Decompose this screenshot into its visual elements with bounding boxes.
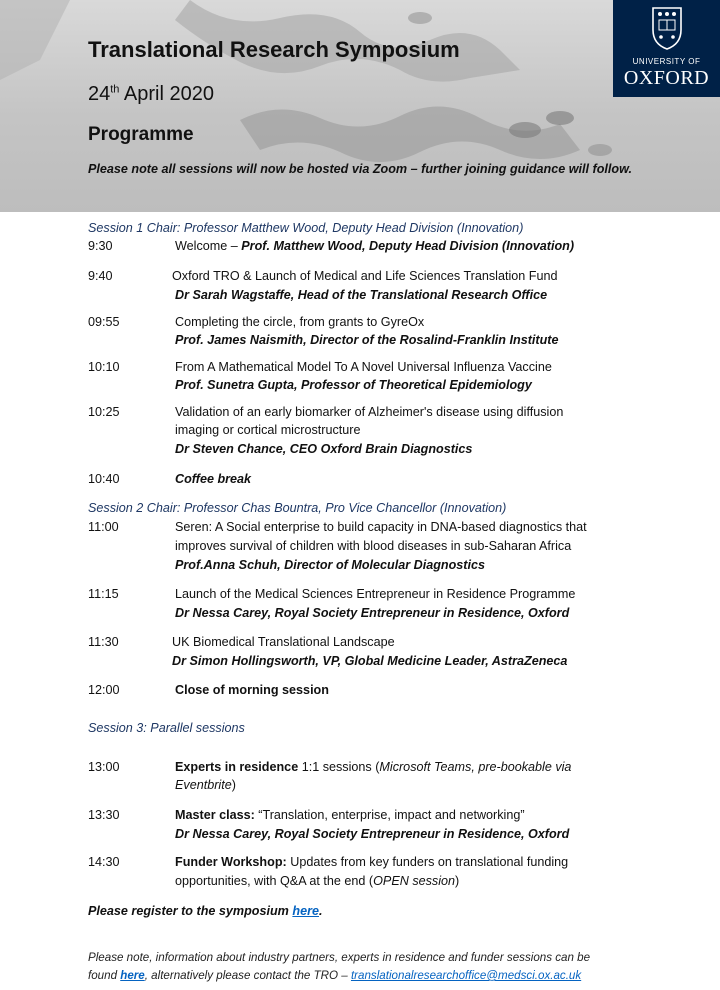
register-line xyxy=(88,902,322,920)
row-time: 14:30 xyxy=(88,855,120,869)
programme-heading: Programme xyxy=(88,124,194,145)
row-time: 09:55 xyxy=(88,315,120,329)
session-3-heading: Session 3: Parallel sessions xyxy=(88,721,245,735)
row-time: 10:25 xyxy=(88,405,120,419)
row-title: Validation of an early biomarker of Alzheimer's disease using diffusion xyxy=(175,405,564,419)
footnote-rest: , alternatively please contact the TRO – xyxy=(144,969,351,982)
row-title-continued: imaging or cortical microstructure xyxy=(175,423,361,437)
row-title-plain: opportunities, with Q&A at the end ( xyxy=(175,874,374,888)
row-time: 9:30 xyxy=(88,239,113,253)
row-title-bold: Master class: xyxy=(175,808,255,822)
row-time: 11:15 xyxy=(88,587,119,601)
row-title xyxy=(175,806,525,824)
session-1-chair: Session 1 Chair: Professor Matthew Wood, Deputy Head Division (Innovation) xyxy=(88,221,524,235)
footnote-here-link[interactable]: here xyxy=(120,969,145,982)
row-title: Close of morning session xyxy=(175,683,329,697)
row-time: 13:30 xyxy=(88,808,120,822)
row-time: 9:40 xyxy=(88,269,113,283)
register-text: Please register to the symposium xyxy=(88,904,293,918)
row-title: Coffee break xyxy=(175,472,252,486)
row-time: 10:10 xyxy=(88,360,120,374)
row-speaker: Prof. James Naismith, Director of the Rosalind-Franklin Institute xyxy=(175,333,559,347)
row-title: Completing the circle, from grants to GyreOx xyxy=(175,315,425,329)
row-title: UK Biomedical Translational Landscape xyxy=(172,635,395,649)
row-title-bold: Experts in residence xyxy=(175,760,299,774)
row-title-italic: Microsoft Teams, pre-bookable via xyxy=(379,760,572,774)
date-rest: April 2020 xyxy=(119,83,214,105)
row-title-continued xyxy=(175,776,236,794)
row-time: 10:40 xyxy=(88,472,120,486)
row-time: 12:00 xyxy=(88,683,120,697)
row-title xyxy=(175,853,568,871)
logo-university-of: UNIVERSITY OF xyxy=(632,57,701,66)
row-speaker: Dr Nessa Carey, Royal Society Entrepreneur in Residence, Oxford xyxy=(175,606,570,620)
row-title-plain: Updates from key funders on translational funding xyxy=(286,855,569,869)
register-link[interactable]: here xyxy=(292,904,319,918)
row-speaker: Dr Simon Hollingsworth, VP, Global Medicine Leader, AstraZeneca xyxy=(172,654,568,668)
footnote-line-1: Please note, information about industry partners, experts in residence and funder sessions can be xyxy=(88,951,591,964)
date-suffix: th xyxy=(110,83,120,96)
row-title-plain: 1:1 sessions ( xyxy=(298,760,380,774)
register-end: . xyxy=(318,904,323,918)
row-title-text: Welcome – xyxy=(175,239,242,253)
page-title: Translational Research Symposium xyxy=(88,37,460,62)
row-time: 13:00 xyxy=(88,760,120,774)
row-title: Seren: A Social enterprise to build capacity in DNA-based diagnostics that xyxy=(175,520,587,534)
row-title-italic: Eventbrite xyxy=(175,778,232,792)
row-speaker: Dr Nessa Carey, Royal Society Entrepreneur in Residence, Oxford xyxy=(175,827,570,841)
logo-oxford: OXFORD xyxy=(623,67,710,89)
row-time: 11:00 xyxy=(88,520,119,534)
footnote-line-2 xyxy=(88,967,648,985)
row-title: Oxford TRO & Launch of Medical and Life Sciences Translation Fund xyxy=(172,269,558,283)
row-title-bold: Funder Workshop: xyxy=(175,855,287,869)
row-speaker: Prof.Anna Schuh, Director of Molecular Diagnostics xyxy=(175,558,485,572)
tro-email-link[interactable]: translationalresearchoffice@medsci.ox.ac.uk xyxy=(350,969,582,982)
row-title-plain: “Translation, enterprise, impact and networking” xyxy=(254,808,525,822)
footnote-found: found xyxy=(88,969,121,982)
footnote xyxy=(88,949,648,985)
row-title: From A Mathematical Model To A Novel Universal Influenza Vaccine xyxy=(175,360,552,374)
row-title-italic: OPEN session xyxy=(373,874,456,888)
row-speaker: Prof. Matthew Wood, Deputy Head Division (Innovation) xyxy=(241,239,575,253)
row-title-close: ) xyxy=(231,778,236,792)
session-2-chair: Session 2 Chair: Professor Chas Bountra, Pro Vice Chancellor (Innovation) xyxy=(88,501,507,515)
row-title-close: ) xyxy=(455,874,460,888)
row-title xyxy=(175,237,574,255)
row-title-continued: improves survival of children with blood diseases in sub-Saharan Africa xyxy=(175,539,572,553)
row-time: 11:30 xyxy=(88,635,119,649)
row-title xyxy=(175,758,571,776)
row-speaker: Prof. Sunetra Gupta, Professor of Theoretical Epidemiology xyxy=(175,378,532,392)
row-title: Launch of the Medical Sciences Entrepreneur in Residence Programme xyxy=(175,587,576,601)
zoom-note: Please note all sessions will now be hosted via Zoom – further joining guidance will follow. xyxy=(88,162,632,176)
row-title-continued xyxy=(175,872,459,890)
date-day: 24 xyxy=(88,83,111,105)
row-speaker: Dr Steven Chance, CEO Oxford Brain Diagnostics xyxy=(175,442,473,456)
row-speaker: Dr Sarah Wagstaffe, Head of the Translational Research Office xyxy=(175,288,548,302)
